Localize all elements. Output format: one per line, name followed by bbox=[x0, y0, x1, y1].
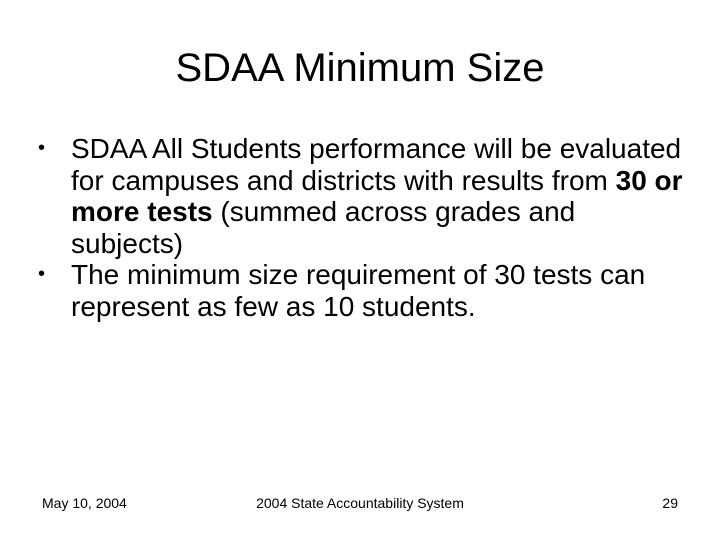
footer-date: May 10, 2004 bbox=[42, 495, 127, 511]
slide-title: SDAA Minimum Size bbox=[175, 46, 545, 90]
bullet-emphasis: 30 or more tests bbox=[71, 164, 683, 227]
bullet-text: The minimum size requirement of 30 tests can represent as few as 10 students. bbox=[71, 259, 646, 322]
bullet-text-end: (summed across grades and subjects) bbox=[71, 196, 576, 259]
bullet-marker: • bbox=[38, 263, 46, 285]
bullet-text: SDAA All Students performance will be evaluated for campuses and districts with results from bbox=[71, 133, 682, 196]
footer-title: 2004 State Accountability System bbox=[256, 495, 464, 511]
bullet-marker: • bbox=[38, 137, 46, 159]
page-number: 29 bbox=[662, 495, 678, 511]
bullet-item-2 bbox=[38, 259, 688, 322]
bullet-list bbox=[38, 133, 688, 322]
bullet-item-1 bbox=[38, 133, 688, 259]
